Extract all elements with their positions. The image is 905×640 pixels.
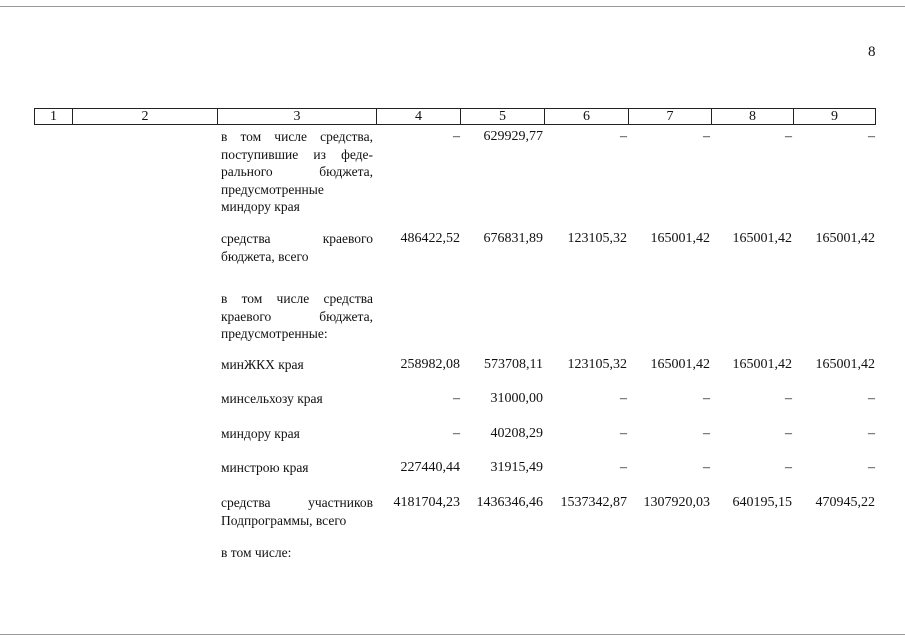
value-col-4: –: [453, 426, 460, 441]
value-col-9: 165001,42: [815, 231, 875, 246]
header-col-9: 9: [793, 108, 876, 125]
value-col-7: 1307920,03: [643, 495, 710, 510]
value-col-4: 258982,08: [400, 357, 460, 372]
header-col-6: 6: [544, 108, 629, 125]
value-col-9: –: [868, 129, 875, 144]
row-description: средства участников Подпрограммы, всего: [221, 495, 373, 528]
value-col-7: 165001,42: [650, 231, 710, 246]
value-col-8: –: [785, 426, 792, 441]
value-col-6: –: [620, 391, 627, 406]
value-col-4: 4181704,23: [393, 495, 460, 510]
value-col-5: 1436346,46: [476, 495, 543, 510]
value-col-4: 227440,44: [400, 460, 460, 475]
value-col-6: –: [620, 460, 627, 475]
header-col-7: 7: [628, 108, 712, 125]
value-col-6: –: [620, 426, 627, 441]
value-col-6: –: [620, 129, 627, 144]
header-col-4: 4: [376, 108, 461, 125]
value-col-7: –: [703, 129, 710, 144]
header-col-2: 2: [72, 108, 218, 125]
value-col-9: –: [868, 426, 875, 441]
scan-edge-top: [0, 6, 905, 7]
value-col-4: –: [453, 129, 460, 144]
value-col-7: –: [703, 426, 710, 441]
value-col-8: 165001,42: [732, 357, 792, 372]
value-col-5: 676831,89: [483, 231, 543, 246]
value-col-7: –: [703, 391, 710, 406]
value-col-9: –: [868, 391, 875, 406]
row-description: минсельхозу края: [221, 391, 323, 406]
value-col-5: 40208,29: [490, 426, 543, 441]
value-col-4: –: [453, 391, 460, 406]
value-col-6: 1537342,87: [560, 495, 627, 510]
value-col-8: –: [785, 129, 792, 144]
row-description: средства краевого бюджета, всего: [221, 231, 373, 264]
value-col-8: –: [785, 460, 792, 475]
row-description: минстрою края: [221, 460, 309, 475]
header-col-3: 3: [217, 108, 377, 125]
row-description: в том числе средства, поступившие из феде-рального бюджета, предусмотренные миндору края: [221, 129, 373, 214]
value-col-7: –: [703, 460, 710, 475]
row-description: минЖКХ края: [221, 357, 304, 372]
value-col-6: 123105,32: [567, 357, 627, 372]
value-col-8: 640195,15: [732, 495, 792, 510]
value-col-7: 165001,42: [650, 357, 710, 372]
table-header-row: [34, 108, 876, 125]
value-col-6: 123105,32: [567, 231, 627, 246]
value-col-5: 573708,11: [484, 357, 543, 372]
value-col-9: 470945,22: [815, 495, 875, 510]
row-description: миндору края: [221, 426, 300, 441]
page-number: 8: [868, 44, 876, 60]
value-col-5: 629929,77: [483, 129, 543, 144]
value-col-8: –: [785, 391, 792, 406]
row-description: в том числе средства краевого бюджета, предусмотренные:: [221, 291, 373, 341]
value-col-9: 165001,42: [815, 357, 875, 372]
value-col-8: 165001,42: [732, 231, 792, 246]
value-col-5: 31000,00: [490, 391, 543, 406]
value-col-9: –: [868, 460, 875, 475]
header-col-1: 1: [34, 108, 73, 125]
value-col-5: 31915,49: [490, 460, 543, 475]
header-col-8: 8: [711, 108, 794, 125]
value-col-4: 486422,52: [400, 231, 460, 246]
scan-edge-bottom: [0, 634, 905, 635]
header-col-5: 5: [460, 108, 545, 125]
row-description: в том числе:: [221, 545, 292, 560]
